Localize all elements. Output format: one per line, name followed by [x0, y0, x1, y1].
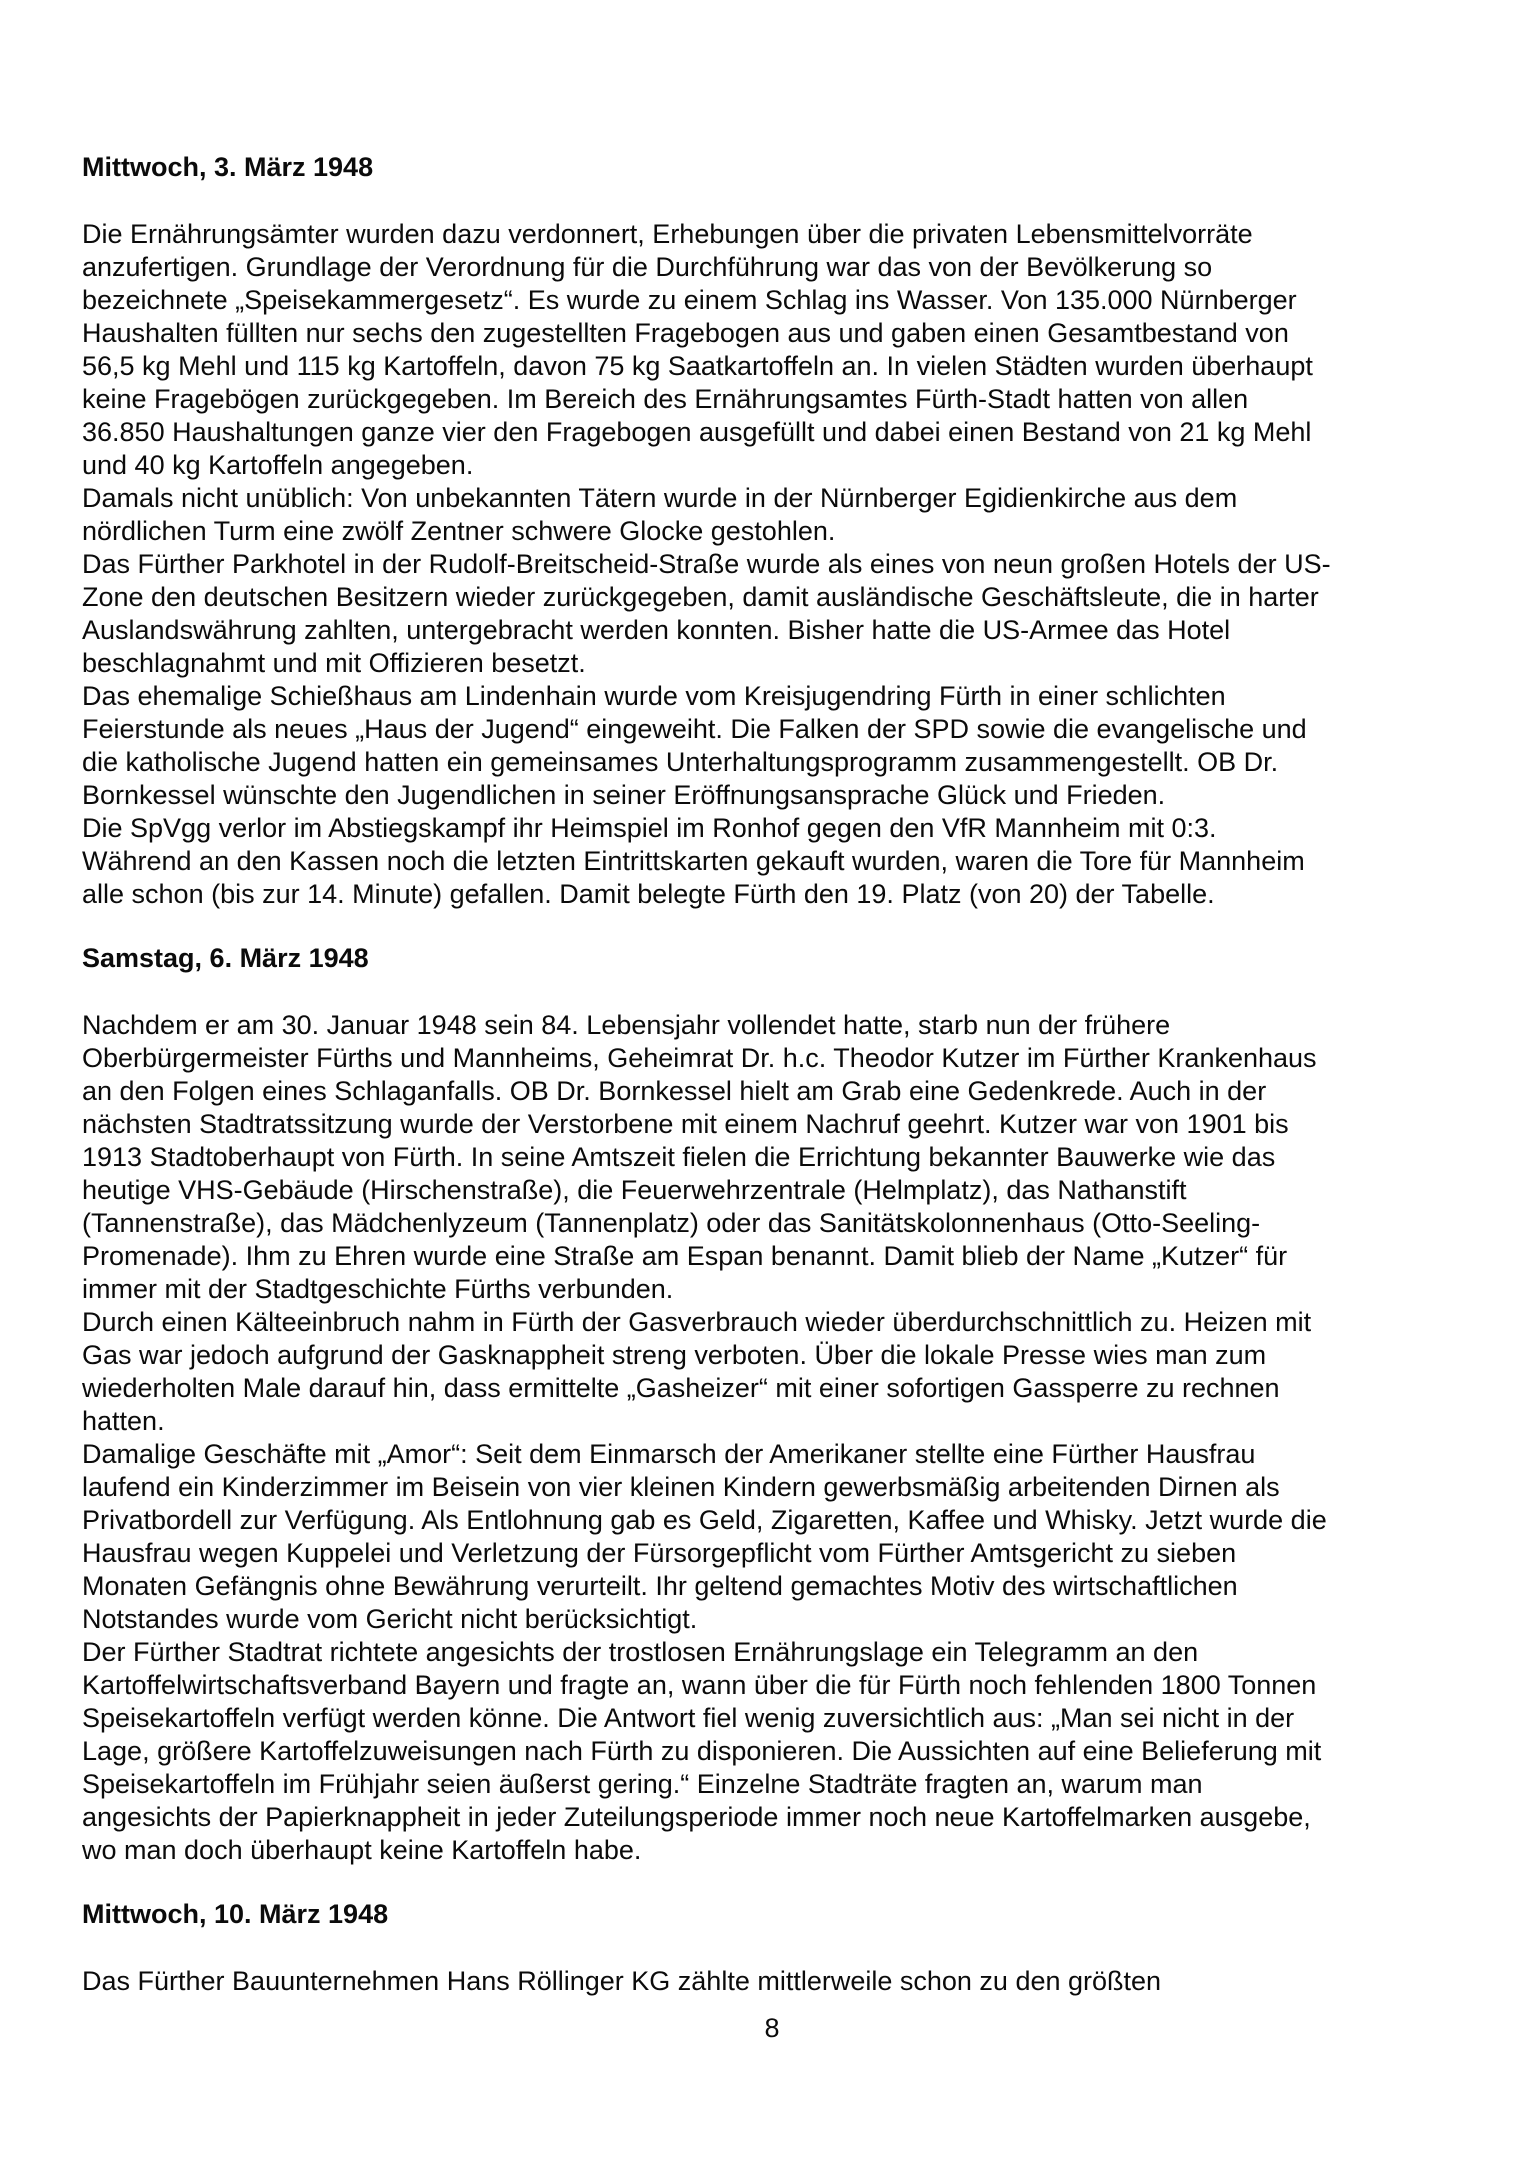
- text-line: Monaten Gefängnis ohne Bewährung verurteilt. Ihr geltend gemachtes Motiv des wirtschaftlichen: [82, 1571, 1238, 1601]
- text-line: immer mit der Stadtgeschichte Fürths verbunden.: [82, 1274, 674, 1304]
- chronicle-section: [82, 150, 1476, 911]
- text-line: Bornkessel wünschte den Jugendlichen in seiner Eröffnungsansprache Glück und Frieden.: [82, 780, 1166, 810]
- text-line: Der Fürther Stadtrat richtete angesichts der trostlosen Ernährungslage ein Telegramm an den: [82, 1637, 1199, 1667]
- text-line: Damalige Geschäfte mit „Amor“: Seit dem Einmarsch der Amerikaner stellte eine Fürther Hausfrau: [82, 1439, 1256, 1469]
- text-line: alle schon (bis zur 14. Minute) gefallen. Damit belegte Fürth den 19. Platz (von 20) der Tabelle.: [82, 879, 1215, 909]
- text-line: Promenade). Ihm zu Ehren wurde eine Straße am Espan benannt. Damit blieb der Name „Kutzer“ für: [82, 1241, 1288, 1271]
- text-line: die katholische Jugend hatten ein gemeinsames Unterhaltungsprogramm zusammengestellt. OB Dr.: [82, 747, 1279, 777]
- text-line: Feierstunde als neues „Haus der Jugend“ eingeweiht. Die Falken der SPD sowie die evangelische und: [82, 714, 1307, 744]
- text-line: Kartoffelwirtschaftsverband Bayern und fragte an, wann über die für Fürth noch fehlenden 1800 Tonnen: [82, 1670, 1317, 1700]
- text-line: nächsten Stadtratssitzung wurde der Verstorbene mit einem Nachruf geehrt. Kutzer war von 1901 bis: [82, 1109, 1289, 1139]
- text-line: Während an den Kassen noch die letzten Eintrittskarten gekauft wurden, waren die Tore für Mannheim: [82, 846, 1305, 876]
- text-line: (Tannenstraße), das Mädchenlyzeum (Tannenplatz) oder das Sanitätskolonnenhaus (Otto-Seeling-: [82, 1208, 1261, 1238]
- text-line: Nachdem er am 30. Januar 1948 sein 84. Lebensjahr vollendet hatte, starb nun der frühere: [82, 1010, 1171, 1040]
- text-line: Das Fürther Parkhotel in der Rudolf-Breitscheid-Straße wurde als eines von neun großen Hotels der US-: [82, 549, 1331, 579]
- text-line: Privatbordell zur Verfügung. Als Entlohnung gab es Geld, Zigaretten, Kaffee und Whisky. Jetzt wurde die: [82, 1505, 1327, 1535]
- chronicle-section: [82, 1897, 1476, 1998]
- section-heading: Samstag, 6. März 1948: [82, 943, 369, 973]
- text-line: Speisekartoffeln verfügt werden könne. Die Antwort fiel wenig zuversichtlich aus: „Man sei nicht in der: [82, 1703, 1295, 1733]
- text-line: hatten.: [82, 1406, 165, 1436]
- text-line: Lage, größere Kartoffelzuweisungen nach Fürth zu disponieren. Die Aussichten auf eine Belieferung mit: [82, 1736, 1322, 1766]
- chronicle-section: [82, 941, 1476, 1867]
- text-line: 1913 Stadtoberhaupt von Fürth. In seine Amtszeit fielen die Errichtung bekannter Bauwerke wie das: [82, 1142, 1276, 1172]
- text-line: Das ehemalige Schießhaus am Lindenhain wurde vom Kreisjugendring Fürth in einer schlichten: [82, 681, 1226, 711]
- section-heading: Mittwoch, 3. März 1948: [82, 152, 374, 182]
- text-line: heutige VHS-Gebäude (Hirschenstraße), die Feuerwehrzentrale (Helmplatz), das Nathanstift: [82, 1175, 1187, 1205]
- text-line: Notstandes wurde vom Gericht nicht berücksichtigt.: [82, 1604, 698, 1634]
- text-line: Speisekartoffeln im Frühjahr seien äußerst gering.“ Einzelne Stadträte fragten an, warum man: [82, 1769, 1203, 1799]
- text-line: Durch einen Kälteeinbruch nahm in Fürth der Gasverbrauch wieder überdurchschnittlich zu. Heizen mit: [82, 1307, 1312, 1337]
- text-line: angesichts der Papierknappheit in jeder Zuteilungsperiode immer noch neue Kartoffelmarken ausgebe,: [82, 1802, 1311, 1832]
- text-line: Damals nicht unüblich: Von unbekannten Tätern wurde in der Nürnberger Egidienkirche aus dem: [82, 483, 1238, 513]
- text-line: Die SpVgg verlor im Abstiegskampf ihr Heimspiel im Ronhof gegen den VfR Mannheim mit 0:3.: [82, 813, 1217, 843]
- section-heading: Mittwoch, 10. März 1948: [82, 1899, 389, 1929]
- text-line: wiederholten Male darauf hin, dass ermittelte „Gasheizer“ mit einer sofortigen Gassperre zu rechnen: [82, 1373, 1280, 1403]
- text-line: wo man doch überhaupt keine Kartoffeln habe.: [82, 1835, 642, 1865]
- text-line: 36.850 Haushaltungen ganze vier den Fragebogen ausgefüllt und dabei einen Bestand von 21 kg Mehl: [82, 417, 1312, 447]
- text-line: 56,5 kg Mehl und 115 kg Kartoffeln, davon 75 kg Saatkartoffeln an. In vielen Städten wurden überhaupt: [82, 351, 1313, 381]
- text-line: keine Fragebögen zurückgegeben. Im Bereich des Ernährungsamtes Fürth-Stadt hatten von allen: [82, 384, 1249, 414]
- text-line: anzufertigen. Grundlage der Verordnung für die Durchführung war das von der Bevölkerung so: [82, 252, 1213, 282]
- text-line: Das Fürther Bauunternehmen Hans Röllinger KG zählte mittlerweile schon zu den größten: [82, 1966, 1162, 1996]
- text-line: Gas war jedoch aufgrund der Gasknappheit streng verboten. Über die lokale Presse wies man zum: [82, 1340, 1267, 1370]
- text-line: nördlichen Turm eine zwölf Zentner schwere Glocke gestohlen.: [82, 516, 836, 546]
- text-line: bezeichnete „Speisekammergesetz“. Es wurde zu einem Schlag ins Wasser. Von 135.000 Nürnberger: [82, 285, 1297, 315]
- text-line: Oberbürgermeister Fürths und Mannheims, Geheimrat Dr. h.c. Theodor Kutzer im Fürther Krankenhaus: [82, 1043, 1317, 1073]
- text-line: Hausfrau wegen Kuppelei und Verletzung der Fürsorgepflicht vom Fürther Amtsgericht zu sieben: [82, 1538, 1237, 1568]
- text-line: laufend ein Kinderzimmer im Beisein von vier kleinen Kindern gewerbsmäßig arbeitenden Dirnen als: [82, 1472, 1280, 1502]
- text-line: Haushalten füllten nur sechs den zugestellten Fragebogen aus und gaben einen Gesamtbestand von: [82, 318, 1289, 348]
- text-line: beschlagnahmt und mit Offizieren besetzt.: [82, 648, 586, 678]
- text-line: und 40 kg Kartoffeln angegeben.: [82, 450, 474, 480]
- text-line: an den Folgen eines Schlaganfalls. OB Dr. Bornkessel hielt am Grab eine Gedenkrede. Auch in der: [82, 1076, 1267, 1106]
- text-line: Zone den deutschen Besitzern wieder zurückgegeben, damit ausländische Geschäftsleute, die in harter: [82, 582, 1319, 612]
- text-line: Die Ernährungsämter wurden dazu verdonnert, Erhebungen über die privaten Lebensmittelvorräte: [82, 219, 1253, 249]
- page-number: 8: [764, 2013, 780, 2043]
- text-line: Auslandswährung zahlten, untergebracht werden konnten. Bisher hatte die US-Armee das Hotel: [82, 615, 1231, 645]
